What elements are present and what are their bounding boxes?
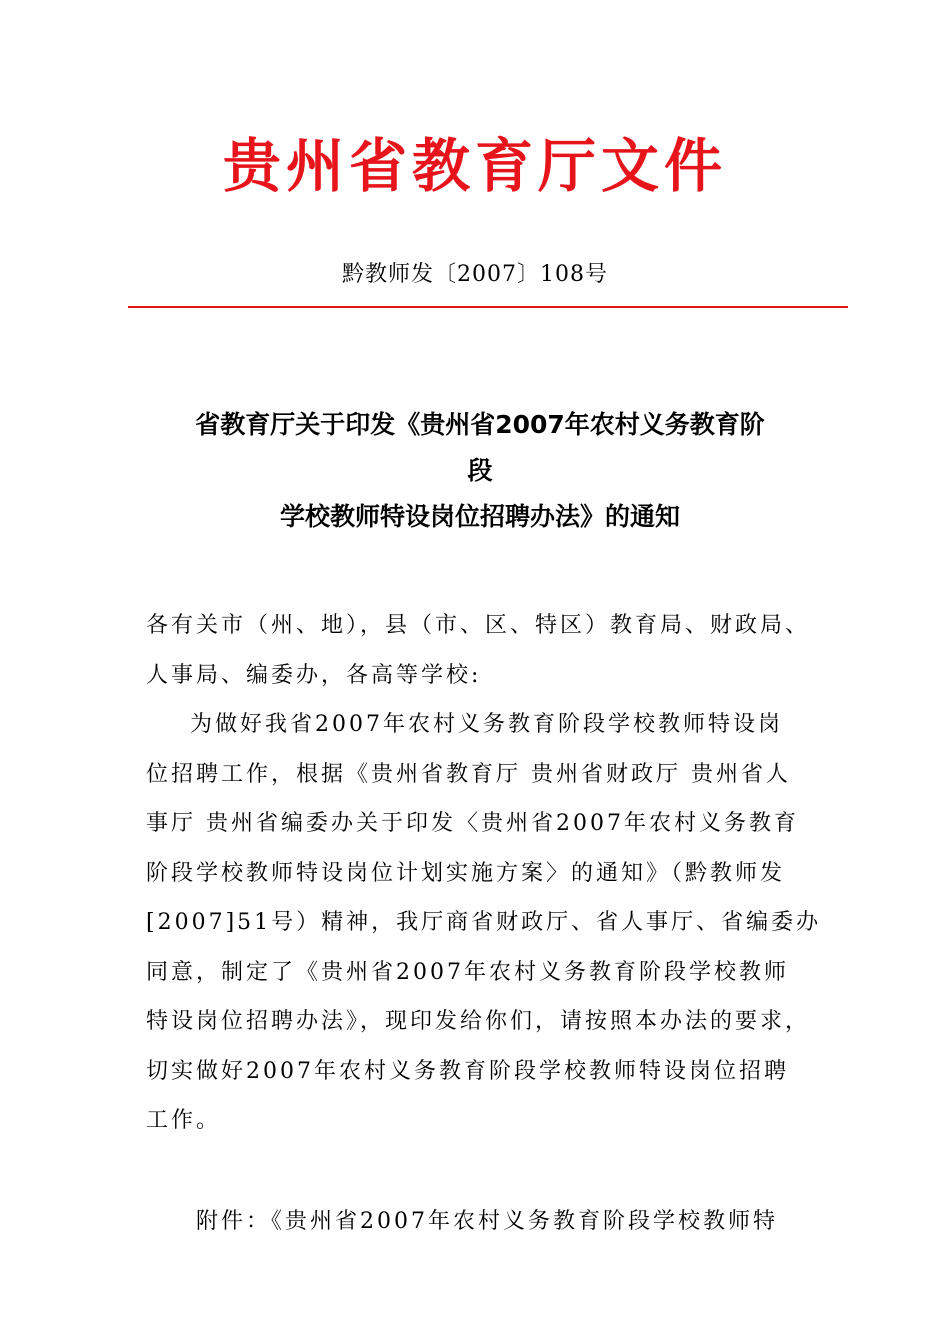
- body-paragraph: [146, 700, 836, 1146]
- attachment-line: 附件：《贵州省2007年农村义务教育阶段学校教师特: [196, 1209, 778, 1234]
- body-line: 同意，制定了《贵州省2007年农村义务教育阶段学校教师: [146, 959, 789, 985]
- document-title-line: 省教育厅关于印发《贵州省2007年农村义务教育阶: [195, 410, 765, 439]
- addressee-block: [146, 601, 836, 700]
- body-line: 为做好我省2007年农村义务教育阶段学校教师特设岗: [190, 712, 783, 737]
- attachment-block: [146, 1197, 836, 1247]
- body-line: 切实做好2007年农村义务教育阶段学校教师特设岗位招聘: [146, 1058, 789, 1084]
- issuer-header-title: 贵州省教育厅文件: [222, 132, 727, 200]
- document-title: [120, 402, 840, 540]
- body-line: 工作。: [146, 1108, 222, 1133]
- body-line: [2007]51号）精神，我厅商省财政厅、省人事厅、省编委办: [146, 910, 822, 935]
- document-title-line: 段: [467, 456, 493, 485]
- addressee-line: 人事局、编委办，各高等学校:: [146, 662, 482, 688]
- document-title-line: 学校教师特设岗位招聘办法》的通知: [279, 502, 680, 531]
- addressee-line: 各有关市（州、地），县（市、区、特区）教育局、财政局、: [146, 613, 811, 638]
- document-number: 黔教师发〔2007〕108号: [342, 262, 608, 287]
- body-line: 位招聘工作，根据《贵州省教育厅 贵州省财政厅 贵州省人: [146, 761, 791, 787]
- body-line: 阶段学校教师特设岗位计划实施方案〉的通知》（黔教师发: [146, 860, 786, 886]
- red-divider-rule: [128, 306, 848, 308]
- body-line: 特设岗位招聘办法》，现印发给你们，请按照本办法的要求，: [146, 1009, 811, 1034]
- body-line: 事厅 贵州省编委办关于印发〈贵州省2007年农村义务教育: [146, 811, 799, 836]
